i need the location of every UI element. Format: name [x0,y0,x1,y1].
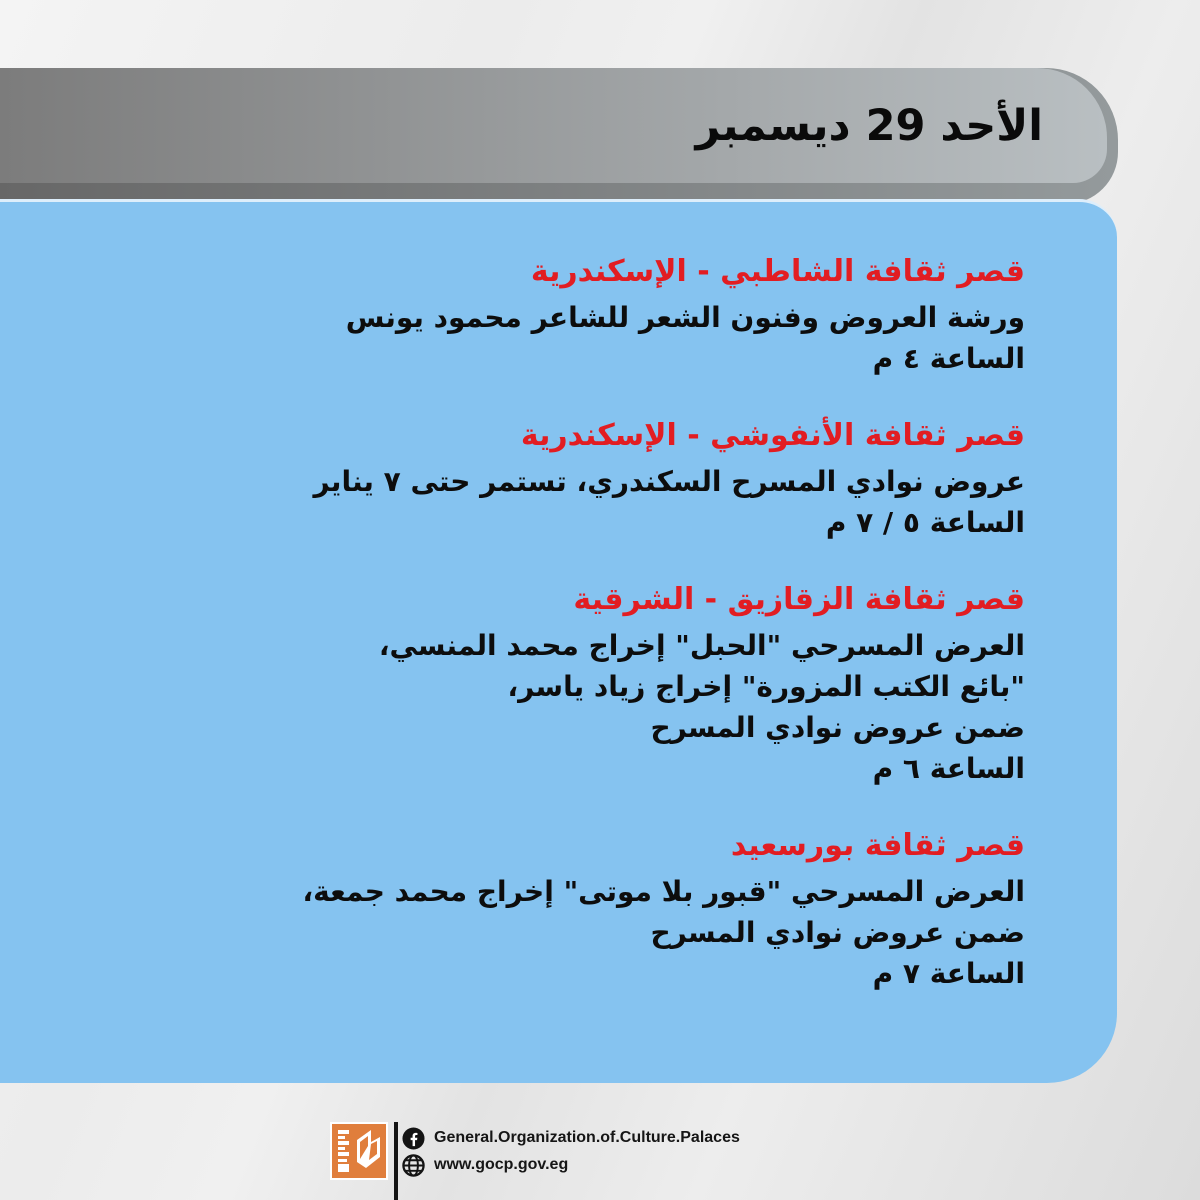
event-description: ورشة العروض وفنون الشعر للشاعر محمود يونس [345,301,1025,334]
event-time: الساعة ٦ م [872,752,1025,785]
event-item [130,419,1025,543]
event-venue: قصر ثقافة الأنفوشي - الإسكندرية [520,418,1025,453]
event-description: العرض المسرحي "قبور بلا موتى" إخراج محمد جمعة، [302,875,1025,908]
event-time: الساعة ٤ م [872,342,1025,375]
event-time: الساعة ٧ م [872,957,1025,990]
event-description: ضمن عروض نوادي المسرح [650,916,1025,949]
date-banner [0,68,1107,183]
gocp-logo [330,1122,388,1180]
event-description: عروض نوادي المسرح السكندري، تستمر حتى ٧ يناير [313,465,1025,498]
facebook-icon [402,1127,425,1150]
gocp-logo-icon [330,1122,388,1180]
footer-divider [394,1122,398,1200]
event-description: ضمن عروض نوادي المسرح [650,711,1025,744]
event-item [130,255,1025,379]
website-label: www.gocp.gov.eg [434,1156,569,1173]
website-row [402,1153,740,1177]
event-venue: قصر ثقافة بورسعيد [730,828,1025,863]
event-item [130,829,1025,994]
footer-contacts [402,1126,740,1177]
facebook-page-label: General.Organization.of.Culture.Palaces [434,1129,740,1146]
facebook-row [402,1126,740,1150]
globe-icon [402,1154,425,1177]
event-item [130,583,1025,789]
events-list [0,202,1117,1034]
event-venue: قصر ثقافة الشاطبي - الإسكندرية [530,254,1025,289]
page-title: الأحد 29 ديسمبر [695,100,1043,151]
event-description: العرض المسرحي "الحبل" إخراج محمد المنسي، [378,629,1025,662]
events-panel [0,199,1117,1083]
event-venue: قصر ثقافة الزقازيق - الشرقية [573,582,1025,617]
event-time: الساعة ٥ / ٧ م [825,506,1025,539]
event-description: "بائع الكتب المزورة" إخراج زياد ياسر، [507,670,1025,703]
